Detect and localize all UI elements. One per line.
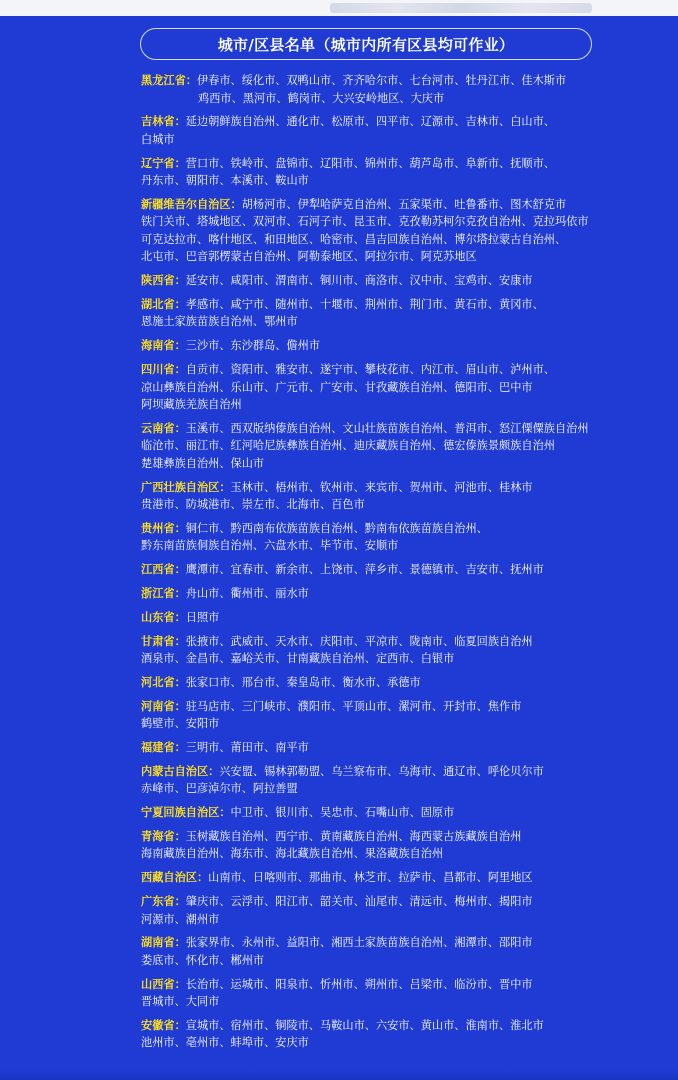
province-name: 内蒙古自治区： bbox=[141, 764, 220, 778]
province-name: 西藏自治区： bbox=[141, 871, 209, 885]
province-entry bbox=[141, 196, 621, 266]
city-list: 晋城市、大同市 bbox=[141, 995, 220, 1009]
province-cities-line bbox=[141, 1034, 621, 1052]
province-entry bbox=[141, 633, 621, 668]
province-entry bbox=[141, 337, 621, 355]
city-list: 中卫市、银川市、吴忠市、石嘴山市、固原市 bbox=[230, 806, 455, 820]
city-list: 营口市、铁岭市、盘锦市、辽阳市、锦州市、葫芦岛市、阜新市、抚顺市、 bbox=[185, 156, 555, 170]
province-entry bbox=[141, 674, 621, 692]
province-cities-line bbox=[141, 455, 621, 473]
city-list: 北屯市、巴音郭楞蒙古自治州、阿勒泰地区、阿拉尔市、阿克苏地区 bbox=[141, 250, 477, 264]
province-name: 海南省： bbox=[141, 339, 186, 353]
province-entry bbox=[141, 609, 621, 627]
province-cities-line bbox=[141, 437, 621, 455]
page-title-text: 城市/区县名单（城市内所有区县均可作业） bbox=[217, 35, 515, 54]
province-name: 福建省： bbox=[141, 741, 186, 755]
province-entry bbox=[141, 113, 621, 148]
city-list: 伊春市、绥化市、双鸭山市、齐齐哈尔市、七台河市、牡丹江市、佳木斯市 bbox=[196, 74, 567, 87]
province-cities-line bbox=[141, 520, 621, 538]
province-entry bbox=[141, 72, 621, 107]
province-cities-line bbox=[141, 155, 621, 173]
province-entry bbox=[141, 420, 621, 473]
province-cities-line bbox=[141, 739, 621, 757]
province-name: 河南省： bbox=[141, 699, 186, 713]
province-entry bbox=[141, 585, 621, 603]
province-cities-line bbox=[141, 650, 621, 668]
province-cities-line bbox=[141, 952, 621, 970]
province-entry bbox=[141, 976, 621, 1011]
city-list: 酒泉市、金昌市、嘉峪关市、甘南藏族自治州、定西市、白银市 bbox=[141, 652, 455, 666]
province-entry bbox=[141, 155, 621, 190]
city-list: 山南市、日喀则市、那曲市、林芝市、拉萨市、昌都市、阿里地区 bbox=[208, 871, 533, 885]
province-entry bbox=[141, 361, 621, 414]
province-cities-line bbox=[141, 396, 621, 414]
province-entry bbox=[141, 479, 621, 514]
province-entry bbox=[141, 763, 621, 798]
city-list: 凉山彝族自治州、乐山市、广元市、广安市、甘孜藏族自治州、德阳市、巴中市 bbox=[141, 380, 533, 394]
province-cities-line bbox=[141, 893, 621, 911]
city-list: 日照市 bbox=[185, 610, 220, 624]
city-list: 阿坝藏族羌族自治州 bbox=[141, 398, 242, 412]
province-name: 宁夏回族自治区： bbox=[141, 806, 231, 820]
city-list: 鸡西市、黑河市、鹤岗市、大兴安岭地区、大庆市 bbox=[198, 91, 445, 105]
province-cities-line bbox=[141, 213, 621, 231]
city-list: 娄底市、怀化市、郴州市 bbox=[141, 953, 265, 967]
city-list: 宣城市、宿州市、铜陵市、马鞍山市、六安市、黄山市、淮南市、淮北市 bbox=[185, 1018, 544, 1032]
province-entry bbox=[141, 1017, 621, 1052]
city-list: 可克达拉市、喀什地区、和田地区、哈密市、昌吉回族自治州、博尔塔拉蒙古自治州、 bbox=[141, 232, 567, 246]
city-list: 白城市 bbox=[141, 132, 175, 146]
province-name: 辽宁省： bbox=[141, 156, 186, 170]
province-cities-line bbox=[141, 674, 621, 692]
page-title bbox=[140, 28, 592, 60]
city-list: 舟山市、衢州市、丽水市 bbox=[185, 587, 309, 601]
city-list: 临沧市、丽江市、红河哈尼族彝族自治州、迪庆藏族自治州、德宏傣族景颇族自治州 bbox=[141, 439, 555, 453]
province-name: 甘肃省： bbox=[141, 634, 186, 648]
province-cities-line bbox=[141, 90, 621, 108]
province-name: 吉林省： bbox=[141, 115, 186, 129]
province-cities-line bbox=[141, 715, 621, 733]
province-entry bbox=[141, 934, 621, 969]
province-entry bbox=[141, 739, 621, 757]
city-list: 黔东南苗族侗族自治州、六盘水市、毕节市、安顺市 bbox=[141, 539, 399, 553]
province-name: 广西壮族自治区： bbox=[141, 480, 231, 494]
province-cities-line bbox=[141, 633, 621, 651]
province-name: 山西省： bbox=[141, 977, 186, 991]
top-strip bbox=[0, 0, 678, 16]
province-cities-line bbox=[141, 361, 621, 379]
city-list: 池州市、亳州市、蚌埠市、安庆市 bbox=[141, 1036, 309, 1050]
province-name: 湖南省： bbox=[141, 936, 186, 950]
province-cities-line bbox=[141, 72, 621, 90]
province-entry bbox=[141, 869, 621, 887]
province-cities-line bbox=[141, 763, 621, 781]
province-cities-line bbox=[141, 911, 621, 929]
province-name: 青海省： bbox=[141, 829, 186, 843]
province-entry bbox=[141, 296, 621, 331]
province-name: 黑龙江省： bbox=[141, 74, 197, 87]
province-name: 湖北省： bbox=[141, 297, 186, 311]
province-entry bbox=[141, 698, 621, 733]
city-list: 玉林市、梧州市、钦州市、来宾市、贺州市、河池市、桂林市 bbox=[230, 480, 533, 494]
province-cities-line bbox=[141, 248, 621, 266]
province-cities-line bbox=[141, 272, 621, 290]
province-cities-line bbox=[141, 828, 621, 846]
province-cities-line bbox=[141, 420, 621, 438]
city-list: 三沙市、东沙群岛、儋州市 bbox=[185, 339, 321, 353]
faint-header-text bbox=[330, 3, 592, 13]
province-name: 浙江省： bbox=[141, 587, 186, 601]
province-name: 河北省： bbox=[141, 675, 186, 689]
city-list: 鹤壁市、安阳市 bbox=[141, 717, 220, 731]
province-cities-line bbox=[141, 537, 621, 555]
city-list: 张家界市、永州市、益阳市、湘西土家族苗族自治州、湘潭市、邵阳市 bbox=[185, 936, 533, 950]
city-list: 驻马店市、三门峡市、濮阳市、平顶山市、漯河市、开封市、焦作市 bbox=[185, 699, 522, 713]
province-cities-line bbox=[141, 609, 621, 627]
province-cities-line bbox=[141, 337, 621, 355]
province-name: 新疆维吾尔自治区： bbox=[141, 197, 242, 211]
province-cities-line bbox=[141, 845, 621, 863]
province-entry bbox=[141, 561, 621, 579]
province-entry bbox=[141, 272, 621, 290]
province-name: 四川省： bbox=[141, 363, 186, 377]
province-name: 贵州省： bbox=[141, 521, 186, 535]
province-cities-line bbox=[141, 561, 621, 579]
province-cities-line bbox=[141, 172, 621, 190]
province-cities-line bbox=[141, 496, 621, 514]
province-name: 山东省： bbox=[141, 610, 186, 624]
city-list: 张家口市、邢台市、秦皇岛市、衡水市、承德市 bbox=[185, 675, 421, 689]
province-cities-line bbox=[141, 869, 621, 887]
city-list: 长治市、运城市、阳泉市、忻州市、朔州市、吕梁市、临汾市、晋中市 bbox=[185, 977, 533, 991]
province-entry bbox=[141, 520, 621, 555]
city-list: 玉溪市、西双版纳傣族自治州、文山壮族苗族自治州、普洱市、怒江傈僳族自治州 bbox=[185, 421, 589, 435]
city-list: 海南藏族自治州、海东市、海北藏族自治州、果洛藏族自治州 bbox=[141, 847, 444, 861]
city-list: 延边朝鲜族自治州、通化市、松原市、四平市、辽源市、吉林市、白山市、 bbox=[185, 115, 555, 129]
city-list: 贵港市、防城港市、崇左市、北海市、百色市 bbox=[141, 498, 365, 512]
province-entry bbox=[141, 804, 621, 822]
city-list: 胡杨河市、伊犁哈萨克自治州、五家渠市、吐鲁番市、图木舒克市 bbox=[241, 197, 567, 211]
province-entry bbox=[141, 893, 621, 928]
province-cities-line bbox=[141, 313, 621, 331]
city-list: 玉树藏族自治州、西宁市、黄南藏族自治州、海西蒙古族藏族自治州 bbox=[185, 829, 522, 843]
city-list: 楚雄彝族自治州、保山市 bbox=[141, 456, 265, 470]
province-cities-line bbox=[141, 698, 621, 716]
province-cities-line bbox=[141, 993, 621, 1011]
city-list: 自贡市、资阳市、雅安市、遂宁市、攀枝花市、内江市、眉山市、泸州市、 bbox=[185, 363, 555, 377]
city-list: 丹东市、朝阳市、本溪市、鞍山市 bbox=[141, 174, 309, 188]
city-list: 张掖市、武威市、天水市、庆阳市、平凉市、陇南市、临夏回族自治州 bbox=[185, 634, 533, 648]
city-list: 铜仁市、黔西南布依族苗族自治州、黔南布依族苗族自治州、 bbox=[185, 521, 488, 535]
province-cities-line bbox=[141, 113, 621, 131]
province-cities-line bbox=[141, 804, 621, 822]
city-list: 河源市、潮州市 bbox=[141, 912, 220, 926]
bottom-edge bbox=[0, 1070, 678, 1080]
city-list: 孝感市、咸宁市、随州市、十堰市、荆州市、荆门市、黄石市、黄冈市、 bbox=[185, 297, 544, 311]
city-list: 赤峰市、巴彦淖尔市、阿拉善盟 bbox=[141, 782, 298, 796]
province-list bbox=[141, 72, 621, 1058]
city-list: 铁门关市、塔城地区、双河市、石河子市、昆玉市、克孜勒苏柯尔克孜自治州、克拉玛依市 bbox=[141, 215, 589, 229]
province-cities-line bbox=[141, 196, 621, 214]
city-list: 三明市、莆田市、南平市 bbox=[185, 741, 309, 755]
city-list: 恩施土家族苗族自治州、鄂州市 bbox=[141, 315, 298, 329]
province-name: 云南省： bbox=[141, 421, 186, 435]
province-cities-line bbox=[141, 780, 621, 798]
province-cities-line bbox=[141, 296, 621, 314]
province-cities-line bbox=[141, 585, 621, 603]
city-list: 延安市、咸阳市、渭南市、铜川市、商洛市、汉中市、宝鸡市、安康市 bbox=[185, 274, 533, 288]
province-cities-line bbox=[141, 379, 621, 397]
province-cities-line bbox=[141, 976, 621, 994]
city-list: 肇庆市、云浮市、阳江市、韶关市、汕尾市、清远市、梅州市、揭阳市 bbox=[185, 895, 533, 909]
province-name: 陕西省： bbox=[141, 274, 186, 288]
city-list: 兴安盟、锡林郭勒盟、乌兰察布市、乌海市、通辽市、呼伦贝尔市 bbox=[219, 764, 544, 778]
province-cities-line bbox=[141, 1017, 621, 1035]
province-entry bbox=[141, 828, 621, 863]
province-name: 江西省： bbox=[141, 563, 186, 577]
city-list: 鹰潭市、宜春市、新余市、上饶市、萍乡市、景德镇市、吉安市、抚州市 bbox=[185, 563, 544, 577]
province-name: 广东省： bbox=[141, 895, 186, 909]
province-cities-line bbox=[141, 934, 621, 952]
province-cities-line bbox=[141, 131, 621, 149]
province-cities-line bbox=[141, 231, 621, 249]
province-name: 安徽省： bbox=[141, 1018, 186, 1032]
province-cities-line bbox=[141, 479, 621, 497]
